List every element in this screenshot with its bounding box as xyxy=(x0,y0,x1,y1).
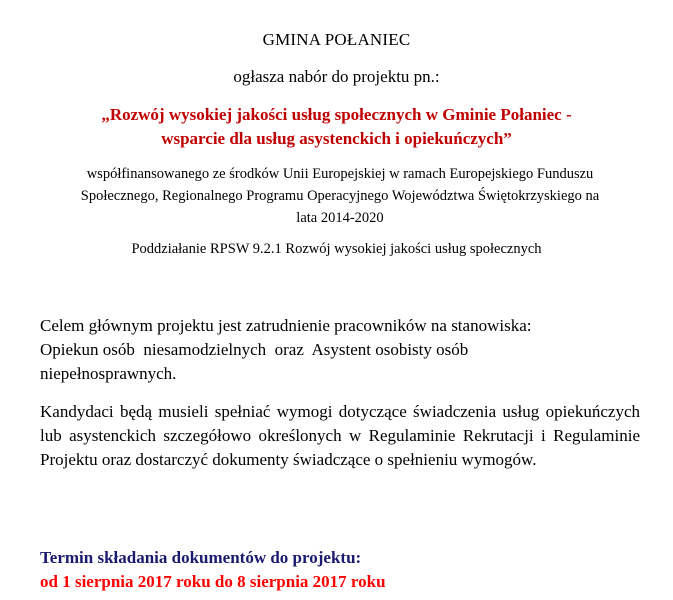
organization-heading: GMINA POŁANIEC xyxy=(262,30,411,49)
deadline-label: Termin składania dokumentów do projektu: xyxy=(40,548,362,567)
cofinancing-line: lata 2014-2020 xyxy=(296,210,384,226)
candidates-paragraph: Kandydaci będą musieli spełniać wymogi dotyczące świadczenia usług opiekuńczych lub asystenckich szczegółowo określonych w Regulaminie Rekrutacji i Regulaminie Projektu oraz dostarczyć dokumenty świadczące o spełnieniu wymogów. xyxy=(40,402,640,469)
project-title-line: wsparcie dla usług asystenckich i opiekuńczych” xyxy=(161,129,512,148)
deadline-dates: od 1 sierpnia 2017 roku do 8 sierpnia 2017 roku xyxy=(40,572,386,591)
goal-line: Opiekun osób niesamodzielnych oraz Asystent osobisty osób xyxy=(40,340,469,359)
goal-line: niepełnosprawnych. xyxy=(40,364,177,383)
announcement-line: ogłasza nabór do projektu pn.: xyxy=(233,67,440,86)
goal-paragraph xyxy=(40,314,640,386)
project-title-line: „Rozwój wysokiej jakości usług społecznych w Gminie Połaniec - xyxy=(101,105,572,124)
subaction-line: Poddziałanie RPSW 9.2.1 Rozwój wysokiej jakości usług społecznych xyxy=(131,241,542,257)
goal-line: Celem głównym projektu jest zatrudnienie pracowników na stanowiska: xyxy=(40,316,532,335)
cofinancing-note xyxy=(40,163,640,229)
cofinancing-line: współfinansowanego ze środków Unii Europejskiej w ramach Europejskiego Funduszu xyxy=(86,166,594,182)
cofinancing-line: Społecznego, Regionalnego Programu Operacyjnego Województwa Świętokrzyskiego na xyxy=(80,188,600,204)
project-title xyxy=(0,103,673,151)
